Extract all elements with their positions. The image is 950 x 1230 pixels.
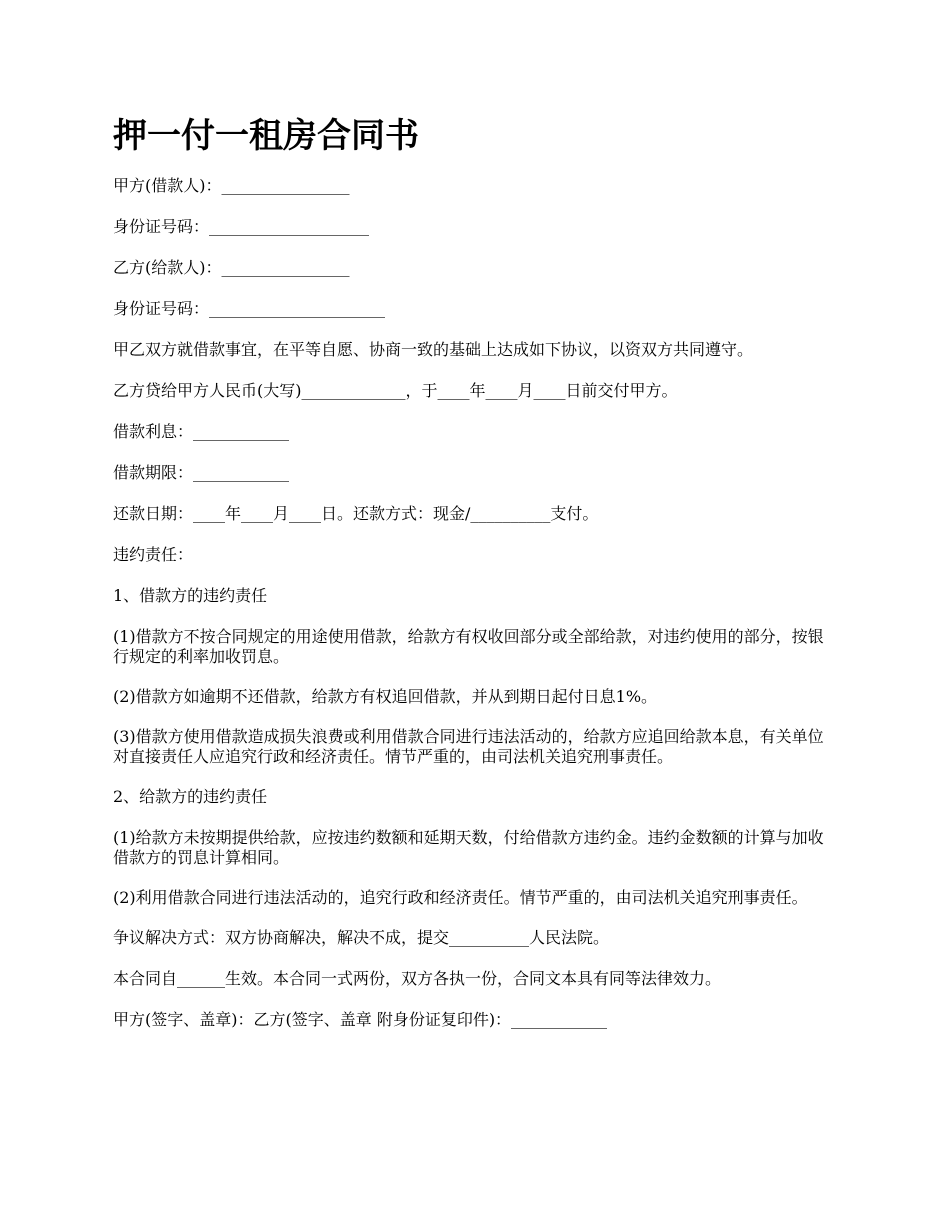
signature-line: 甲方(签字、盖章)：乙方(签字、盖章 附身份证复印件)：____________ [113,1010,608,1029]
lender-liability-heading: 2、给款方的违约责任 [113,787,268,806]
loan-interest-line: 借款利息：____________ [113,422,290,441]
lender-liability-clause-2: (2)利用借款合同进行违法活动的，追究行政和经济责任。情节严重的，由司法机关追究刑事责任。 [113,888,808,907]
document-page [113,110,853,1051]
party-b-id-number-line: 身份证号码：______________________ [113,299,386,318]
effective-date-clause: 本合同自______生效。本合同一式两份，双方各执一份，合同文本具有同等法律效力。 [113,969,722,988]
repayment-date-line: 还款日期：____年____月____日。还款方式：现金/__________支付。 [113,504,599,523]
document-title: 押一付一租房合同书 [113,116,419,156]
liability-heading: 违约责任： [113,545,194,564]
borrower-liability-clause-1: (1)借款方不按合同规定的用途使用借款，给款方有权收回部分或全部给款，对违约使用的部分，按银行规定的利率加收罚息。 [113,627,824,666]
borrower-liability-heading: 1、借款方的违约责任 [113,586,268,605]
loan-amount-clause: 乙方贷给甲方人民币(大写)_____________，于____年____月____日前交付甲方。 [113,381,678,400]
dispute-resolution-line: 争议解决方式：双方协商解决，解决不成，提交__________人民法院。 [113,928,610,947]
party-b-lender-line: 乙方(给款人)：________________ [113,258,350,277]
agreement-preamble: 甲乙双方就借款事宜，在平等自愿、协商一致的基础上达成如下协议，以资双方共同遵守。 [113,340,754,359]
borrower-liability-clause-2: (2)借款方如逾期不还借款，给款方有权追回借款，并从到期日起付日息1%。 [113,687,658,706]
party-a-id-number-line: 身份证号码：____________________ [113,217,370,236]
lender-liability-clause-1: (1)给款方未按期提供给款，应按违约数额和延期天数，付给借款方违约金。违约金数额的计算与加收借款方的罚息计算相同。 [113,828,824,867]
party-a-borrower-line: 甲方(借款人)：________________ [113,176,350,195]
borrower-liability-clause-3: (3)借款方使用借款造成损失浪费或利用借款合同进行违法活动的，给款方应追回给款本息，有关单位对直接责任人应追究行政和经济责任。情节严重的，由司法机关追究刑事责任。 [113,727,824,766]
loan-term-line: 借款期限：____________ [113,463,290,482]
